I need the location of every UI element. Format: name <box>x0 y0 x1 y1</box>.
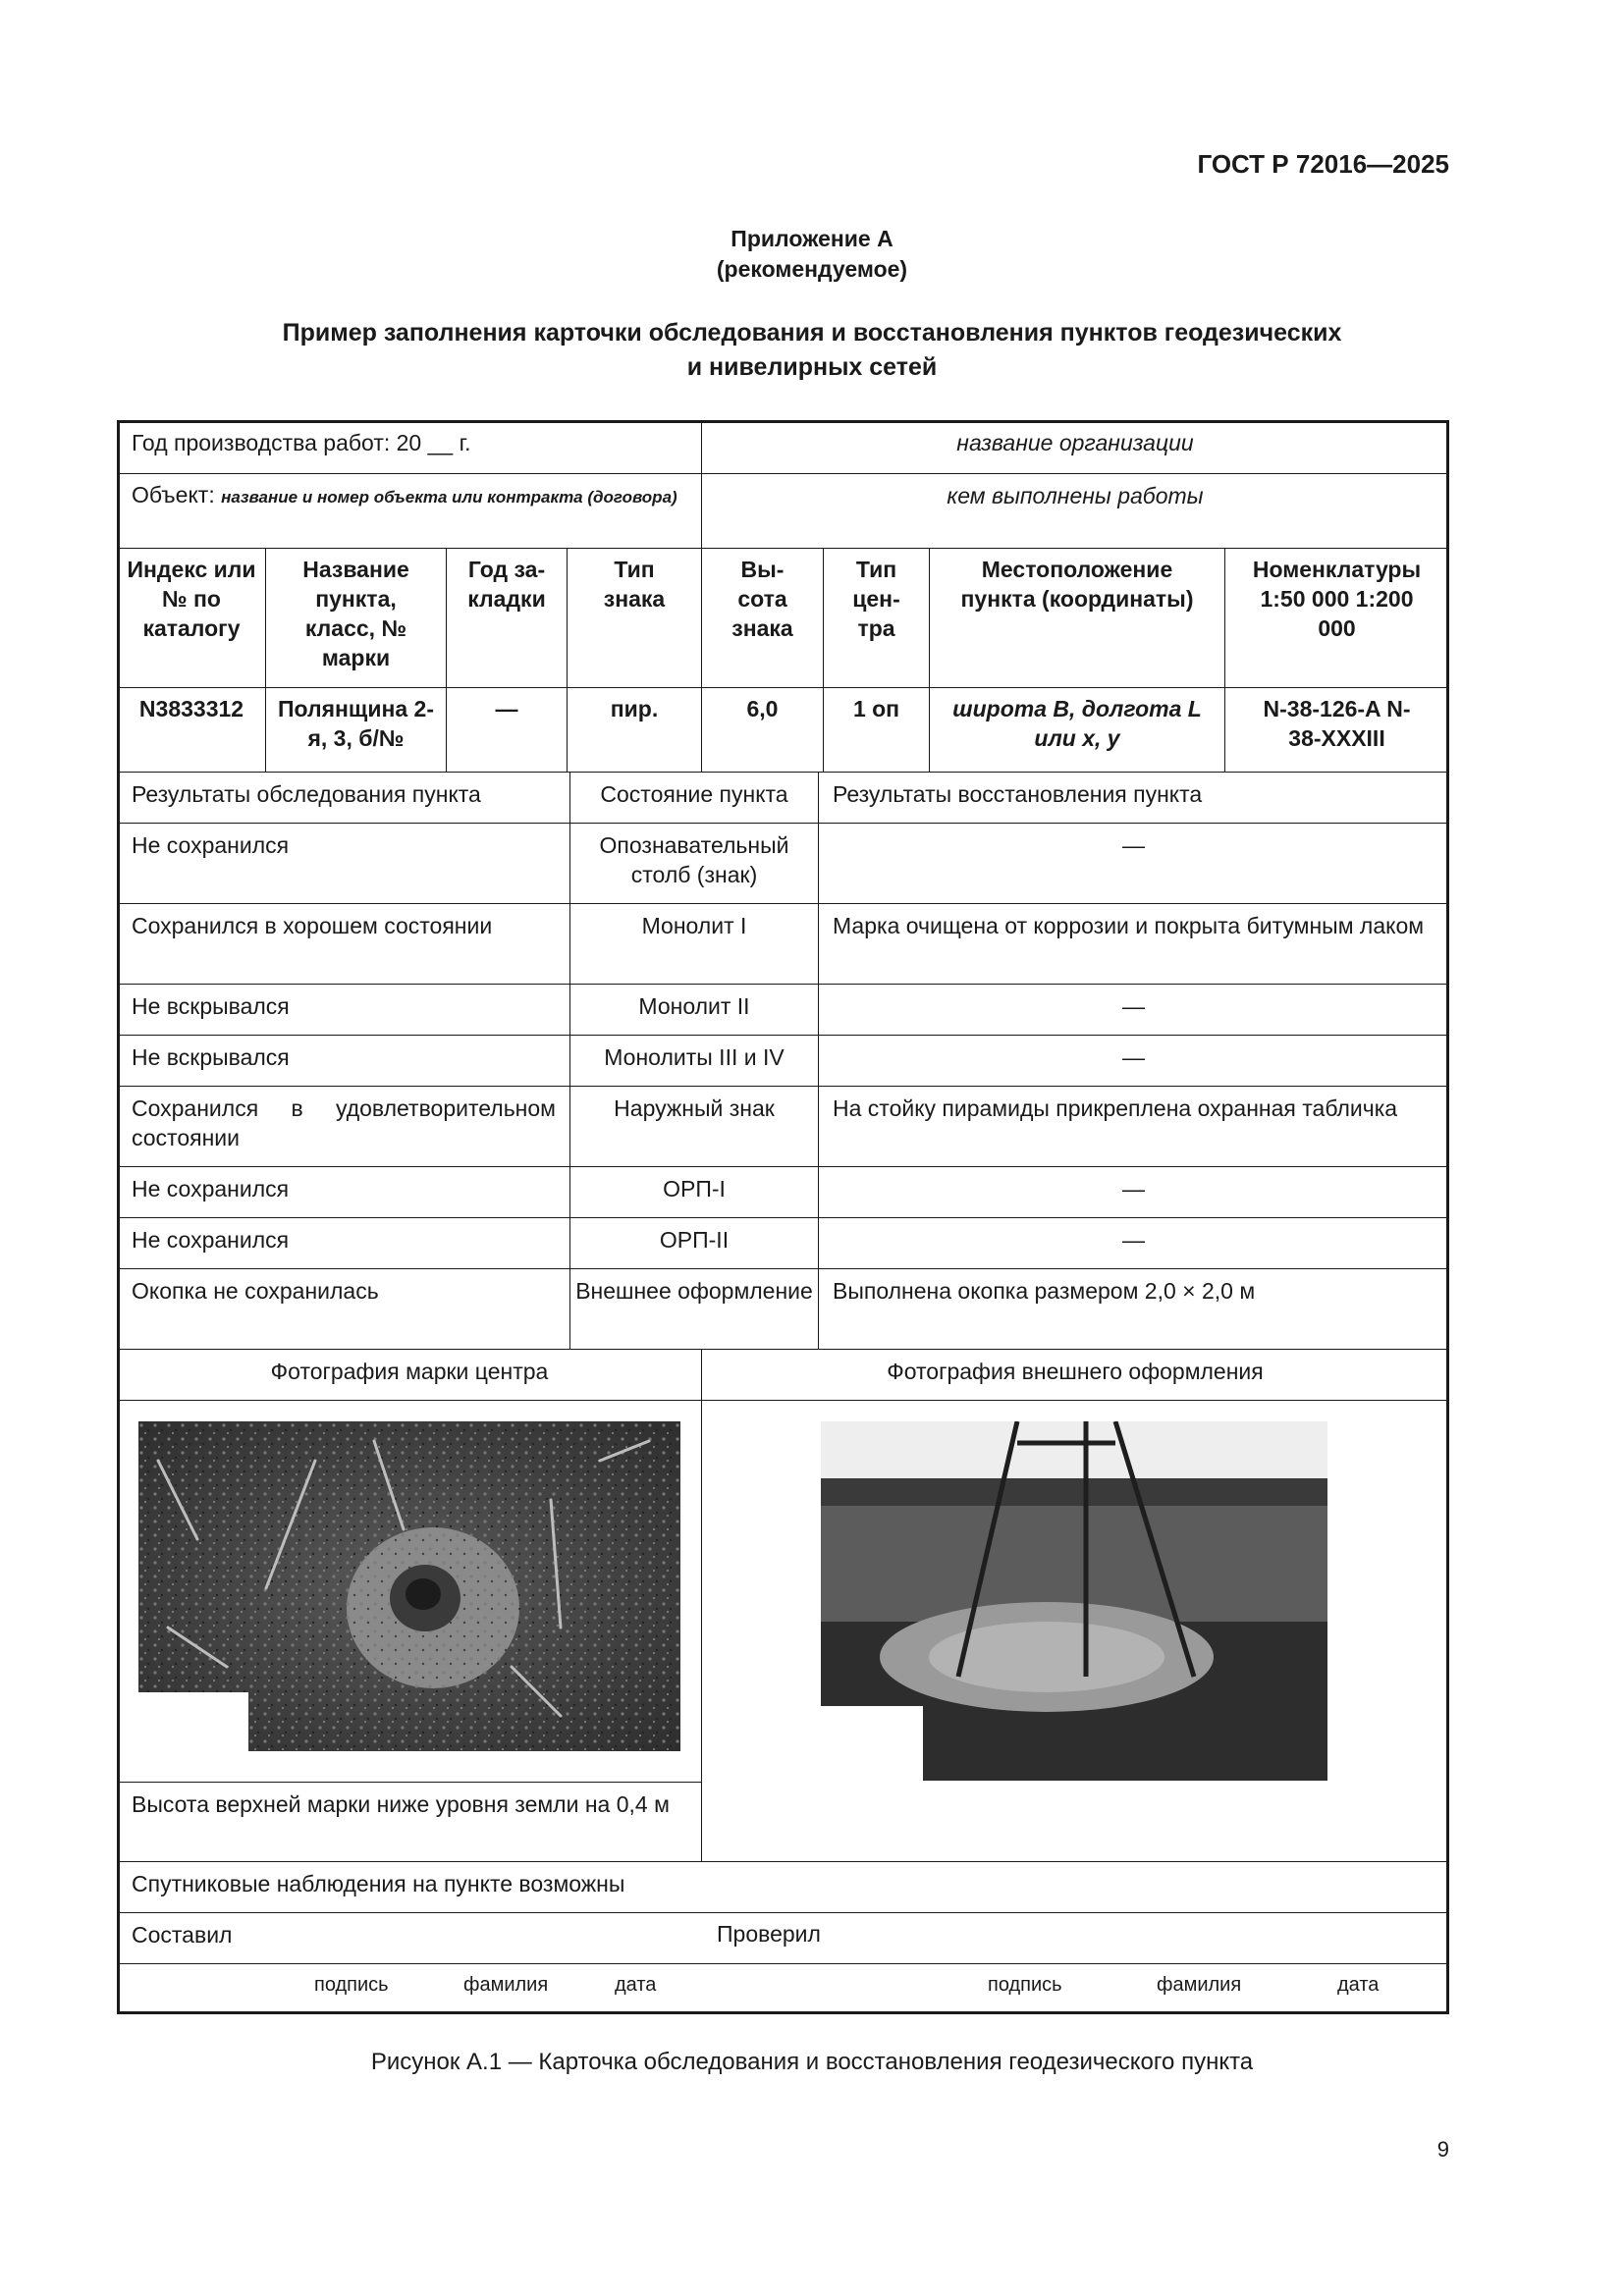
point-name <box>265 687 447 773</box>
col-header-sign-type-text: Тип знака <box>603 557 666 612</box>
col-header-name-text: Название пункта, класс, № марки <box>302 557 409 670</box>
table-row <box>818 903 1449 985</box>
survey-results-header <box>117 772 570 824</box>
point-center-type-text: 1 оп <box>852 696 900 721</box>
survey-result: Не сохранился <box>132 1176 290 1201</box>
page-number: 9 <box>1436 2137 1449 2162</box>
point-location <box>929 687 1225 773</box>
standard-number: ГОСТ Р 72016—2025 <box>1197 149 1449 179</box>
checked-surname-label: фамилия <box>1157 1974 1242 1996</box>
survey-result: Не сохранился <box>132 832 290 858</box>
restore-result: — <box>1122 1044 1145 1070</box>
center-mark-photo <box>138 1421 680 1751</box>
restore-result: Марка очищена от коррозии и покрыта битумным лаком <box>833 913 1425 938</box>
col-header-nomenclature <box>1224 548 1449 688</box>
point-state: ОРП-I <box>663 1176 726 1201</box>
point-state: ОРП-II <box>659 1227 730 1253</box>
survey-results-header-text: Результаты обследования пункта <box>132 781 481 807</box>
checked-signature-label: подпись <box>988 1974 1062 1996</box>
restore-results-header-text: Результаты восстановления пункта <box>833 781 1203 807</box>
col-header-center-type <box>823 548 930 688</box>
table-row <box>818 1268 1449 1350</box>
org-text: название организации <box>956 430 1194 455</box>
point-state-header-text: Состояние пункта <box>600 781 788 807</box>
table-row <box>818 1217 1449 1269</box>
point-center-type <box>823 687 930 773</box>
col-header-sign-type <box>567 548 702 688</box>
point-year <box>446 687 568 773</box>
col-header-height-text: Вы-сота знака <box>731 557 793 641</box>
year-text: Год производства работ: 20 __ г. <box>132 430 471 455</box>
col-header-index-text: Индекс или № по каталогу <box>127 557 256 641</box>
point-nomenclature-text: N-38-126-A N-38-XXXIII <box>1263 696 1411 751</box>
table-row <box>569 823 819 904</box>
exterior-image <box>821 1421 1327 1781</box>
year-cell <box>117 420 702 474</box>
restore-result: — <box>1122 832 1145 858</box>
annex-heading <box>0 224 1624 285</box>
center-mark-image <box>138 1421 680 1751</box>
col-header-year <box>446 548 568 688</box>
table-row <box>818 823 1449 904</box>
point-location-text: широта B, долгота L или x, y <box>952 696 1202 751</box>
col-header-nomenclature-text: Номенклатуры 1:50 000 1:200 000 <box>1252 557 1422 641</box>
point-state: Опознавательный столб (знак) <box>599 832 789 887</box>
compiled-label: Составил <box>132 1922 233 1948</box>
col-header-location <box>929 548 1225 688</box>
checked-label: Проверил <box>717 1921 821 1947</box>
mark-depth-text: Высота верхней марки ниже уровня земли на 0,4 м <box>132 1791 670 1817</box>
title-line-1: Пример заполнения карточки обследования и восстановления пунктов геодезических <box>282 319 1342 347</box>
object-value: название и номер объекта или контракта (договора) <box>221 488 677 507</box>
restore-result: На стойку пирамиды прикреплена охранная табличка <box>833 1095 1398 1121</box>
restore-result: — <box>1122 1176 1145 1201</box>
survey-result: Окопка не сохранилась <box>132 1278 379 1304</box>
title-line-2: и нивелирных сетей <box>686 353 938 381</box>
point-sign-type-text: пир. <box>610 696 659 721</box>
point-state: Наружный знак <box>614 1095 775 1121</box>
table-row <box>569 1035 819 1087</box>
survey-result: Не вскрывался <box>132 1044 290 1070</box>
table-row <box>569 903 819 985</box>
annex-label: Приложение А <box>731 226 893 251</box>
checked-date-label: дата <box>1337 1974 1380 1996</box>
survey-result: Сохранился в хорошем состоянии <box>132 913 493 938</box>
point-year-text: — <box>495 696 518 721</box>
table-row <box>117 823 570 904</box>
table-row <box>117 984 570 1036</box>
table-row <box>818 1086 1449 1167</box>
table-row <box>117 1035 570 1087</box>
table-row <box>569 1086 819 1167</box>
table-row <box>117 903 570 985</box>
survey-result: Не сохранился <box>132 1227 290 1253</box>
point-state: Монолит I <box>641 913 747 938</box>
col-header-index <box>117 548 266 688</box>
point-nomenclature <box>1224 687 1449 773</box>
point-height <box>701 687 824 773</box>
point-state-header <box>569 772 819 824</box>
figure-caption: Рисунок А.1 — Карточка обследования и восстановления геодезического пункта <box>370 2049 1254 2075</box>
performer-text: кем выполнены работы <box>947 483 1204 508</box>
point-height-text: 6,0 <box>746 696 779 721</box>
compiled-signature-label: подпись <box>314 1974 389 1996</box>
restore-result: — <box>1122 993 1145 1019</box>
org-cell <box>701 420 1449 474</box>
col-header-height <box>701 548 824 688</box>
object-label: Объект: <box>132 482 215 507</box>
table-row <box>569 1217 819 1269</box>
table-row <box>117 1166 570 1218</box>
table-row <box>117 1086 570 1167</box>
point-state: Монолиты III и IV <box>604 1044 785 1070</box>
col-header-center-type-text: Тип цен-тра <box>852 557 900 641</box>
point-name-text: Полянщина 2-я, 3, б/№ <box>277 696 434 751</box>
col-header-location-text: Местоположение пункта (координаты) <box>960 557 1194 612</box>
table-row <box>569 1268 819 1350</box>
restore-results-header <box>818 772 1449 824</box>
photo-center-title-text: Фотография марки центра <box>270 1359 549 1384</box>
table-row <box>569 984 819 1036</box>
table-row <box>818 1035 1449 1087</box>
photo-exterior-title <box>701 1349 1449 1401</box>
compiled-date-label: дата <box>615 1974 657 1996</box>
photo-exterior-title-text: Фотография внешнего оформления <box>887 1359 1264 1384</box>
restore-result: Выполнена окопка размером 2,0 × 2,0 м <box>833 1278 1256 1304</box>
compiled-surname-label: фамилия <box>463 1974 549 1996</box>
col-header-name <box>265 548 447 688</box>
page-title <box>0 316 1624 385</box>
point-state: Внешнее оформление <box>575 1278 813 1304</box>
point-state: Монолит II <box>638 993 750 1019</box>
performer-cell <box>701 473 1449 549</box>
photo-center-title <box>117 1349 702 1401</box>
annex-status: (рекомендуемое) <box>716 256 908 282</box>
table-row <box>818 1166 1449 1218</box>
table-row <box>818 984 1449 1036</box>
survey-result: Не вскрывался <box>132 993 290 1019</box>
table-row <box>117 1268 570 1350</box>
restore-result: — <box>1122 1227 1145 1253</box>
mark-depth-cell <box>117 1782 702 1862</box>
exterior-photo <box>821 1421 1327 1781</box>
table-row <box>117 1217 570 1269</box>
survey-result: Сохранился в удовлетворительном состоянии <box>132 1095 556 1150</box>
point-index-text: N3833312 <box>138 696 244 721</box>
table-row <box>569 1166 819 1218</box>
satellite-cell <box>117 1861 1449 1913</box>
point-sign-type <box>567 687 702 773</box>
col-header-year-text: Год за-кладки <box>467 557 546 612</box>
satellite-text: Спутниковые наблюдения на пункте возможны <box>132 1871 625 1896</box>
object-cell <box>117 473 702 549</box>
point-index <box>117 687 266 773</box>
